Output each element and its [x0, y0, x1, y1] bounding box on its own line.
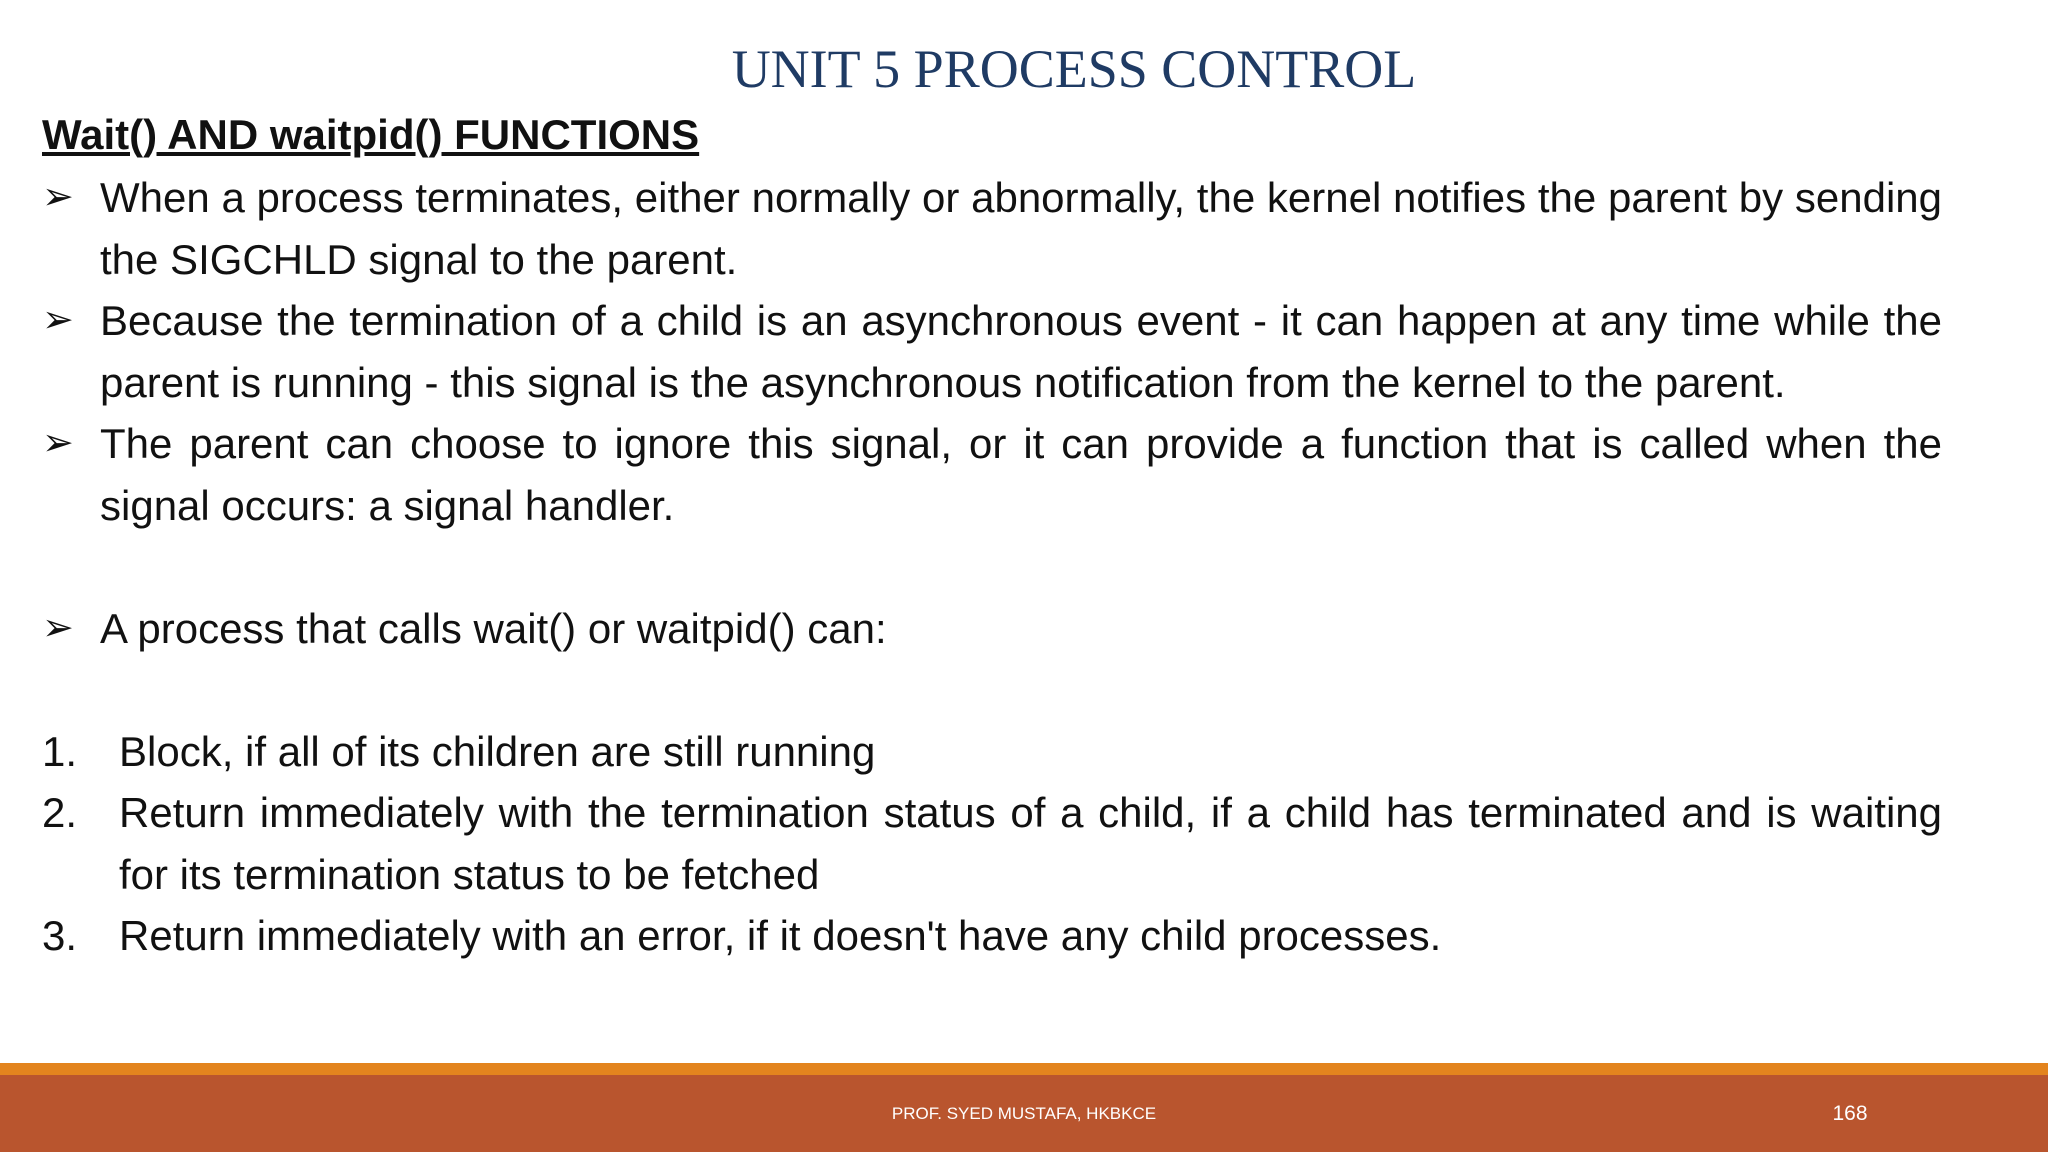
slide-content [42, 106, 1942, 967]
footer-stripe [0, 1063, 2048, 1075]
bullet-text: The parent can choose to ignore this signal, or it can provide a function that is called when the signal occurs: a signal handler. [100, 420, 1942, 529]
arrow-bullet-icon: ➢ [42, 299, 74, 341]
bullet-text: A process that calls wait() or waitpid() can: [100, 604, 887, 652]
item-number: 2. [42, 789, 78, 836]
bullet-text: Because the termination of a child is an asynchronous event - it can happen at any time while the parent is running - this signal is the asynchronous notification from the kernel to the parent. [100, 297, 1942, 406]
arrow-bullet-icon: ➢ [42, 606, 74, 649]
bullet-item [42, 413, 1942, 536]
bullet-item [42, 290, 1942, 413]
item-text: Return immediately with an error, if it doesn't have any child processes. [119, 912, 1442, 959]
arrow-bullet-icon: ➢ [42, 422, 74, 464]
spacer [42, 659, 1942, 721]
numbered-item [42, 721, 1942, 783]
numbered-item [42, 782, 1942, 905]
numbered-item [42, 905, 1942, 967]
bullet-text: When a process terminates, either normally or abnormally, the kernel notifies the parent by sending the SIGCHLD signal to the parent. [100, 174, 1942, 283]
bullet-item [42, 598, 1942, 660]
footer-author: PROF. SYED MUSTAFA, HKBKCE [891, 1104, 1157, 1123]
item-text: Return immediately with the termination status of a child, if a child has terminated and is waiting for its termination status to be fetched [119, 789, 1942, 898]
slide-title: UNIT 5 PROCESS CONTROL [731, 39, 1417, 99]
item-number: 3. [42, 912, 78, 959]
arrow-bullet-icon: ➢ [42, 176, 74, 218]
item-text: Block, if all of its children are still running [119, 727, 876, 775]
page-number: 168 [1832, 1102, 1868, 1125]
bullet-item [42, 167, 1942, 290]
section-heading: Wait() AND waitpid() FUNCTIONS [42, 111, 700, 158]
spacer [42, 536, 1942, 598]
item-number: 1. [42, 727, 78, 775]
